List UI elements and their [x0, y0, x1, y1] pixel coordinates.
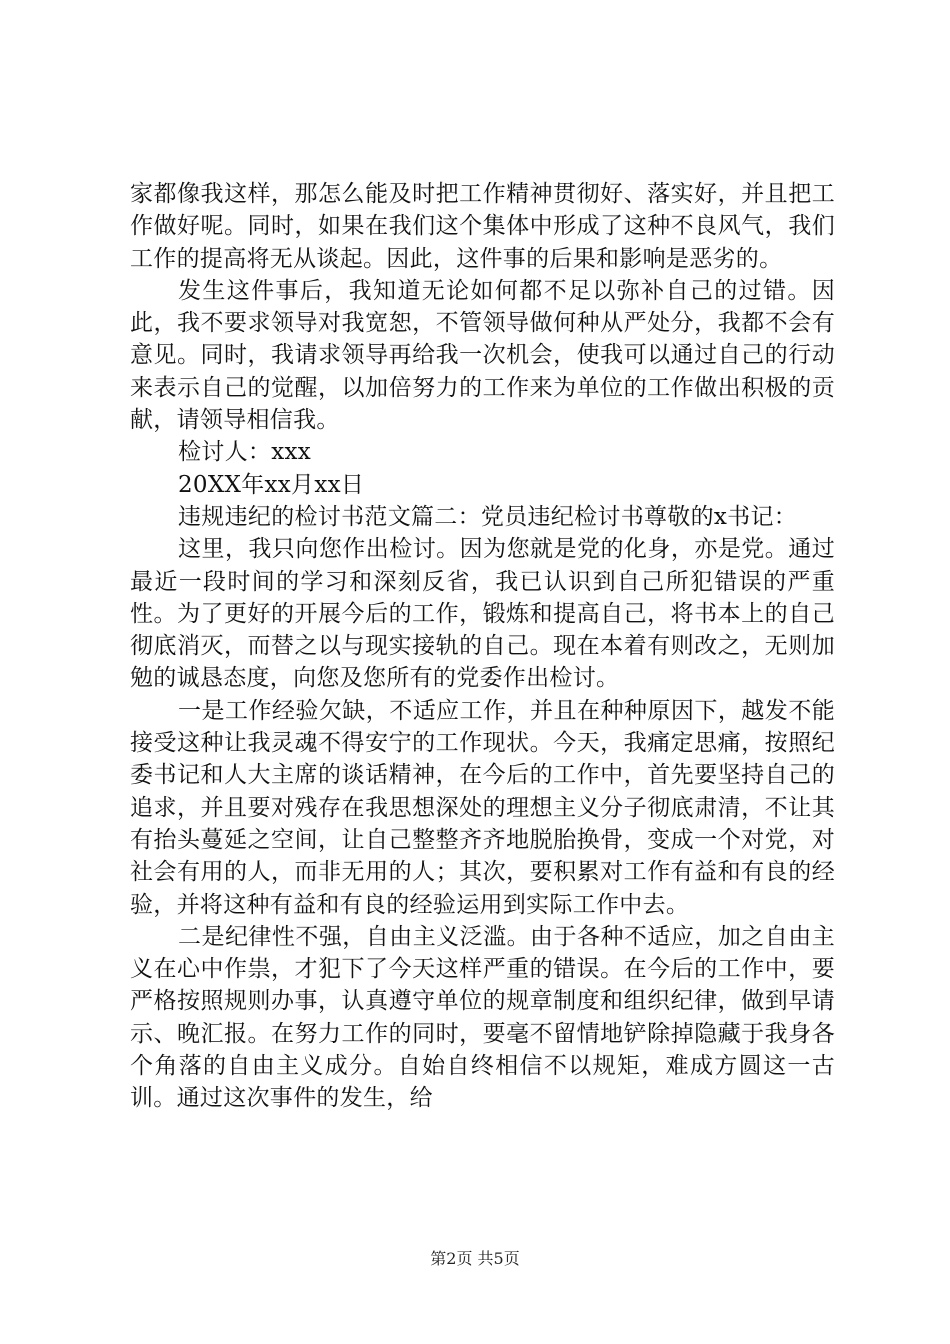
paragraph-1: 家都像我这样，那怎么能及时把工作精神贯彻好、落实好，并且把工作做好呢。同时，如果在我们这个集体中形成了这种不良风气，我们工作的提高将无从谈起。因此，这件事的后果和影响是恶劣的。: [130, 181, 835, 272]
paragraph-5: 二是纪律性不强，自由主义泛滥。由于各种不适应，加之自由主义在心中作祟，才犯下了今天这样严重的错误。在今后的工作中，要严格按照规则办事，认真遵守单位的规章制度和组织纪律，做到早请示、晚汇报。在努力工作的同时，要毫不留情地铲除掉隐藏于我身各个角落的自由主义成分。自始自终相信不以规矩，难成方圆这一古训。通过这次事件的发生，给: [130, 923, 835, 1112]
paragraph-2: 发生这件事后，我知道无论如何都不足以弥补自己的过错。因此，我不要求领导对我宽恕，不管领导做何种从严处分，我都不会有意见。同时，我请求领导再给我一次机会，使我可以通过自己的行动来表示自己的觉醒，以加倍努力的工作来为单位的工作做出积极的贡献，请领导相信我。: [130, 277, 835, 434]
paragraph-4: 一是工作经验欠缺，不适应工作，并且在种种原因下，越发不能接受这种让我灵魂不得安宁的工作现状。今天，我痛定思痛，按照纪委书记和人大主席的谈话精神，在今后的工作中，首先要坚持自己的追求，并且要对残存在我思想深处的理想主义分子彻底肃清，不让其有抬头蔓延之空间，让自己整整齐齐地脱胎换骨，变成一个对党，对社会有用的人，而非无用的人；其次，要积累对工作有益和有良的经验，并将这种有益和有良的经验运用到实际工作中去。: [130, 697, 835, 918]
signature-line: 检讨人：xxx: [178, 439, 312, 466]
paragraph-3: 这里，我只向您作出检讨。因为您就是党的化身，亦是党。通过最近一段时间的学习和深刻反省，我已认识到自己所犯错误的严重性。为了更好的开展今后的工作，锻炼和提高自己，将书本上的自己彻底消灭，而替之以与现实接轨的自己。现在本着有则改之，无则加勉的诚恳态度，向您及您所有的党委作出检讨。: [130, 536, 835, 692]
date-line: 20XX年xx月xx日: [178, 471, 365, 498]
document-body: [130, 178, 835, 1115]
page-number-footer: 第2页 共5页: [430, 1249, 520, 1268]
section-heading: 违规违纪的检讨书范文篇二：党员违纪检讨书尊敬的x书记：: [178, 503, 798, 530]
